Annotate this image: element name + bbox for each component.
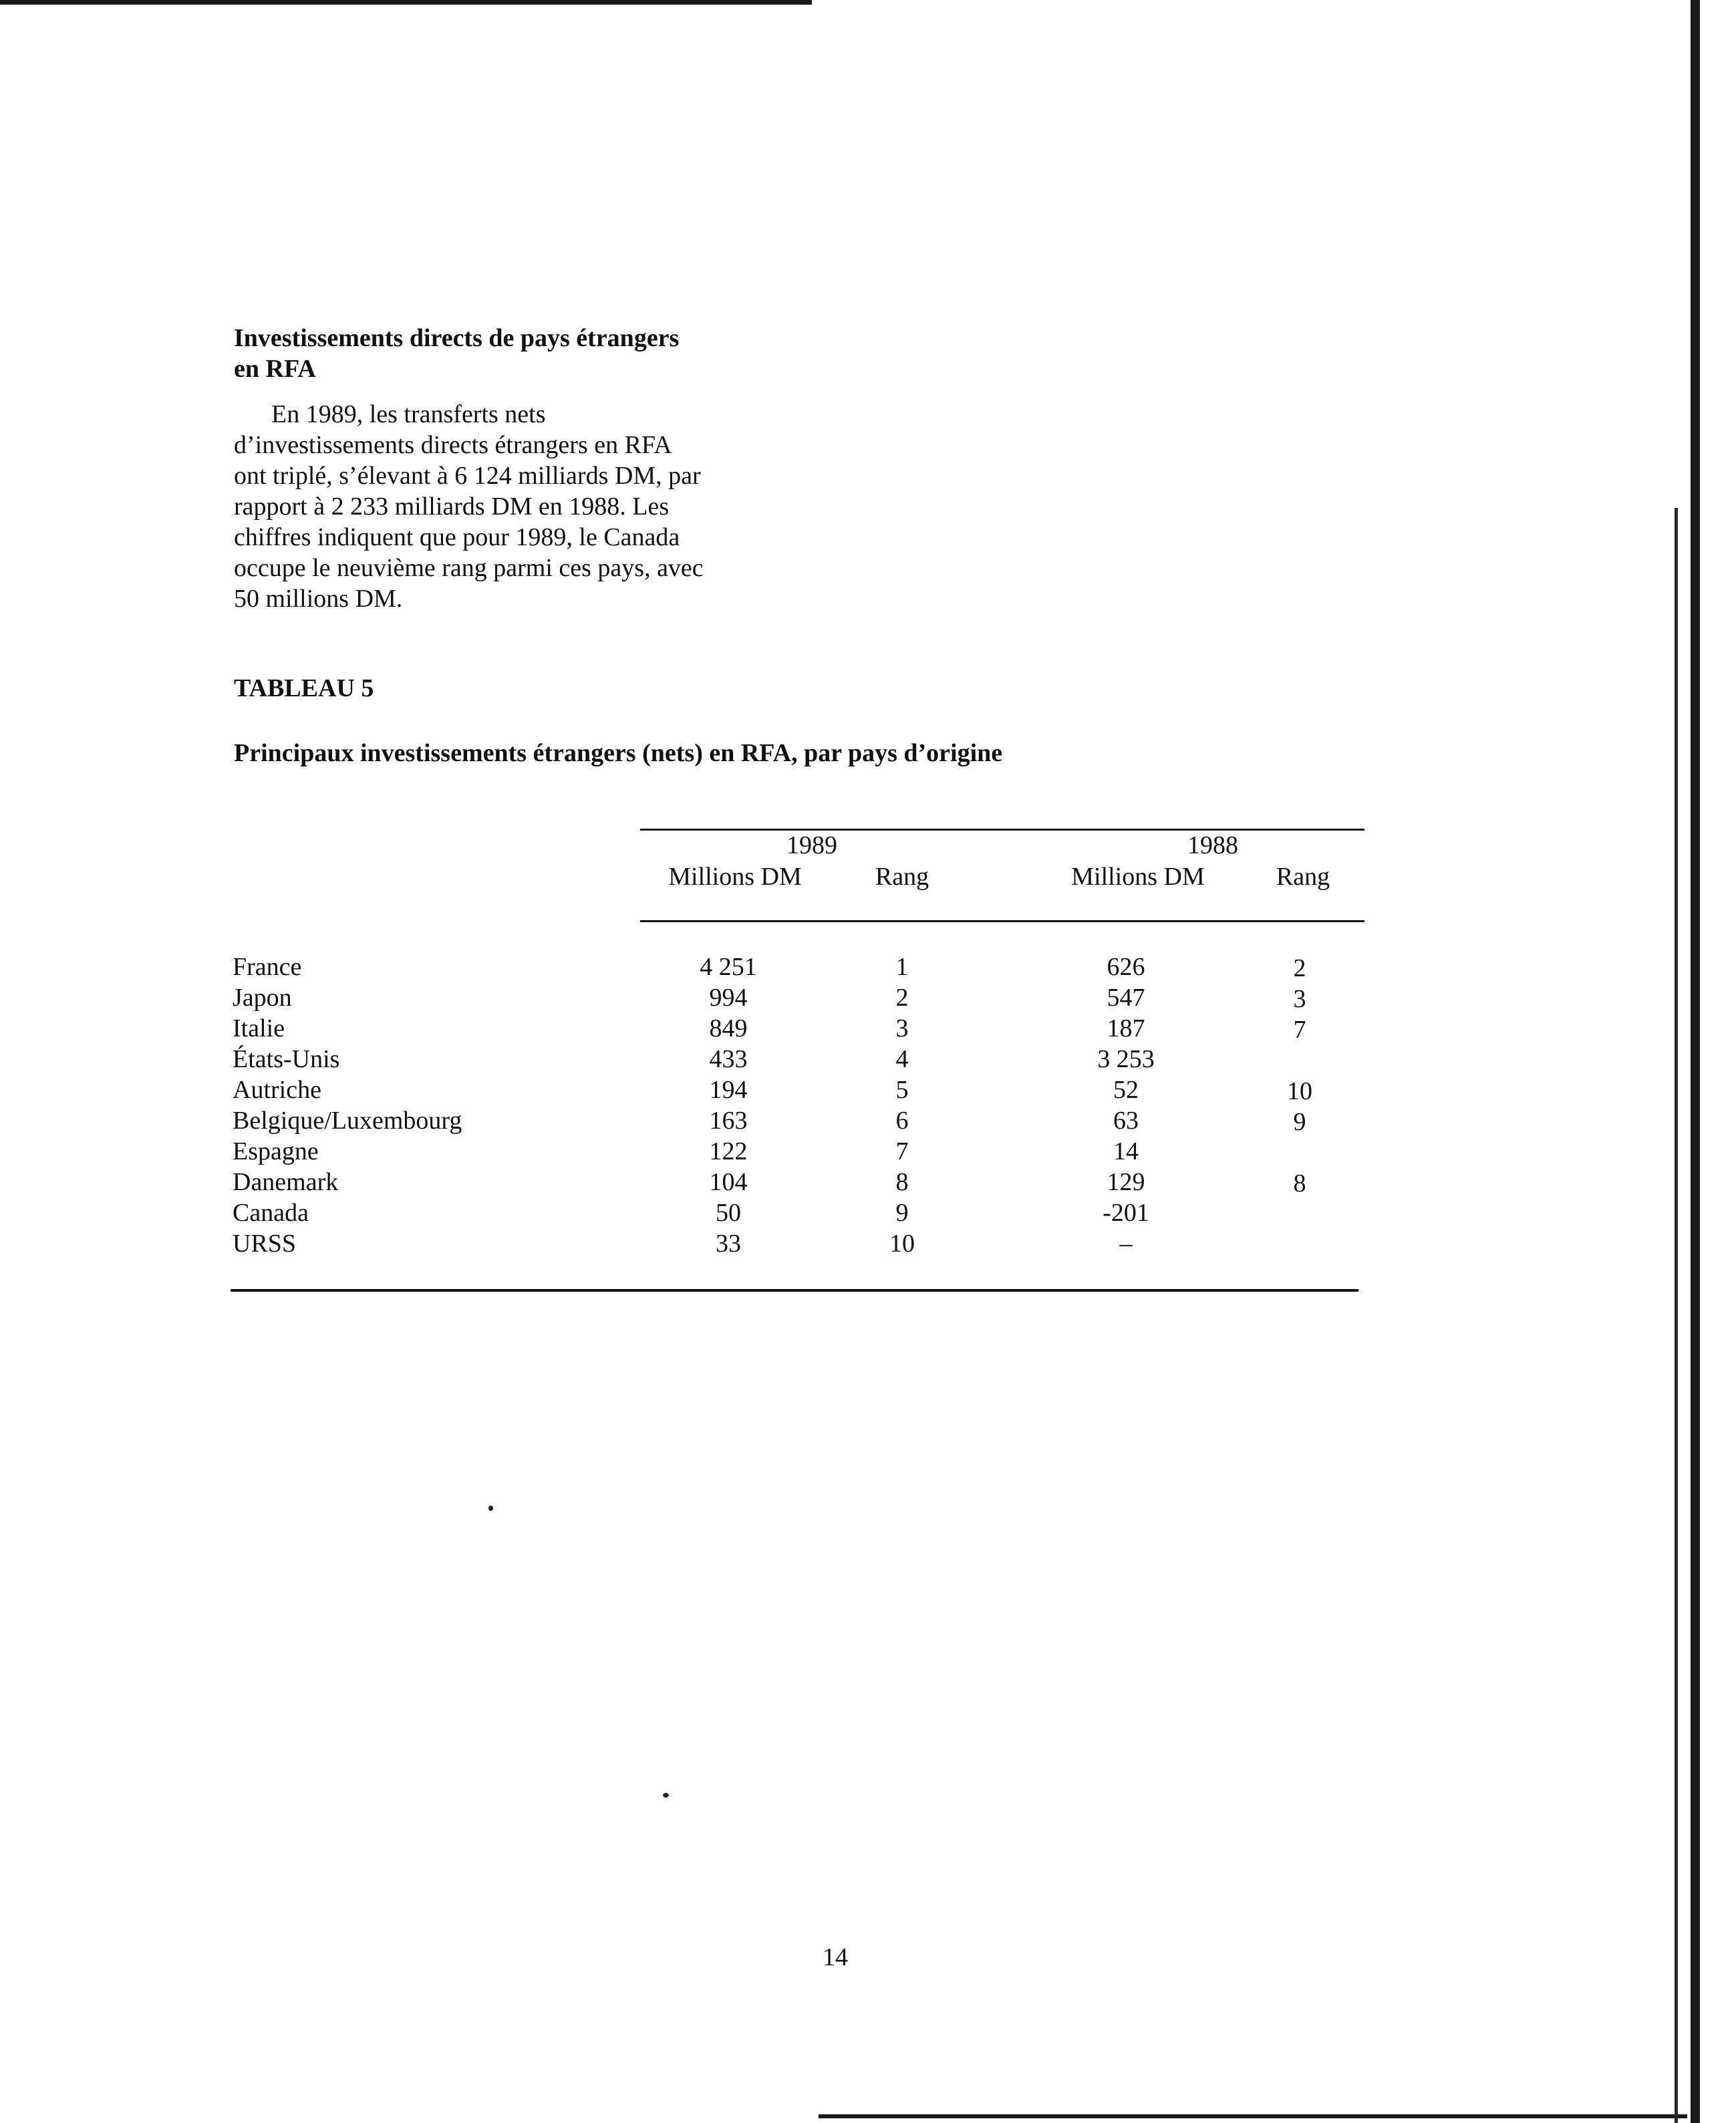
- cell-rang-1988: 2: [1293, 954, 1306, 982]
- scan-edge-bottom: [819, 2114, 1687, 2118]
- cell-rang-1988: 8: [1293, 1169, 1306, 1197]
- cell-rang-1989: 3: [895, 1014, 909, 1042]
- header-year-1989: 1989: [786, 831, 837, 859]
- cell-rang-1989: 5: [895, 1076, 909, 1104]
- cell-country: Canada: [233, 1199, 309, 1227]
- cell-millions-1988: 14: [1113, 1137, 1139, 1165]
- cell-rang-1988: 7: [1293, 1016, 1306, 1044]
- cell-rang-1988: 3: [1293, 985, 1306, 1013]
- cell-rang-1988: 9: [1293, 1108, 1306, 1136]
- scan-speck: [488, 1506, 493, 1511]
- header-millions-1989: Millions DM: [668, 863, 802, 891]
- cell-millions-1989: 104: [709, 1168, 748, 1196]
- paragraph-line: chiffres indiquent que pour 1989, le Canada: [234, 523, 680, 551]
- cell-millions-1989: 50: [716, 1199, 741, 1227]
- cell-country: États-Unis: [233, 1045, 340, 1073]
- cell-rang-1989: 6: [895, 1107, 909, 1135]
- cell-millions-1988: 187: [1107, 1014, 1145, 1042]
- cell-millions-1988: 547: [1107, 984, 1145, 1012]
- scan-edge-right-inner: [1675, 508, 1678, 2123]
- table-label: TABLEAU 5: [234, 674, 374, 702]
- table-header-rule: [640, 920, 1364, 922]
- paragraph-line: ont triplé, s’élevant à 6 124 milliards DM, par: [234, 462, 701, 490]
- scan-edge-top: [0, 0, 812, 5]
- page-number: 14: [823, 1943, 848, 1971]
- scan-edge-right: [1691, 0, 1700, 2123]
- cell-millions-1988: 129: [1107, 1168, 1145, 1196]
- cell-rang-1989: 10: [889, 1230, 915, 1258]
- table-bottom-rule: [231, 1289, 1358, 1292]
- cell-rang-1989: 2: [895, 984, 909, 1012]
- paragraph-line: occupe le neuvième rang parmi ces pays, avec: [234, 554, 704, 582]
- cell-rang-1989: 7: [895, 1137, 909, 1165]
- section-heading-line1: Investissements directs de pays étrangers: [234, 324, 680, 352]
- cell-country: Italie: [233, 1014, 285, 1042]
- cell-rang-1989: 4: [895, 1045, 909, 1073]
- cell-millions-1989: 194: [709, 1076, 748, 1104]
- cell-millions-1988: 52: [1113, 1076, 1139, 1104]
- paragraph-line: En 1989, les transferts nets: [271, 400, 546, 428]
- cell-millions-1988: 63: [1113, 1107, 1139, 1135]
- section-heading: [234, 323, 782, 384]
- cell-millions-1989: 994: [709, 984, 748, 1012]
- header-year-1988: 1988: [1187, 831, 1238, 859]
- cell-country: France: [233, 953, 302, 981]
- section-heading-line2: en RFA: [234, 355, 316, 383]
- paragraph-line: 50 millions DM.: [234, 585, 403, 613]
- header-rang-1988: Rang: [1276, 863, 1330, 891]
- cell-rang-1989: 8: [895, 1168, 909, 1196]
- cell-country: Danemark: [233, 1168, 339, 1196]
- cell-country: Espagne: [233, 1137, 319, 1165]
- cell-country: Belgique/Luxembourg: [233, 1107, 462, 1135]
- cell-millions-1988: –: [1119, 1230, 1133, 1258]
- cell-millions-1989: 122: [709, 1137, 748, 1165]
- body-paragraph: [234, 399, 795, 614]
- cell-millions-1988: 3 253: [1097, 1045, 1155, 1073]
- cell-millions-1989: 849: [709, 1014, 748, 1042]
- header-millions-1988: Millions DM: [1071, 863, 1205, 891]
- cell-country: Autriche: [233, 1076, 321, 1104]
- scan-speck: [663, 1793, 669, 1798]
- cell-millions-1989: 33: [716, 1230, 741, 1258]
- paragraph-line: d’investissements directs étrangers en RFA: [234, 431, 672, 459]
- cell-rang-1989: 1: [895, 953, 909, 981]
- header-rang-1989: Rang: [875, 863, 929, 891]
- cell-country: URSS: [233, 1230, 297, 1258]
- cell-millions-1988: 626: [1107, 953, 1145, 981]
- cell-millions-1989: 433: [709, 1045, 748, 1073]
- cell-millions-1988: -201: [1103, 1199, 1149, 1227]
- cell-country: Japon: [233, 984, 292, 1012]
- cell-millions-1989: 4 251: [700, 953, 757, 981]
- table-title: Principaux investissements étrangers (nets) en RFA, par pays d’origine: [234, 739, 1003, 767]
- paragraph-line: rapport à 2 233 milliards DM en 1988. Les: [234, 492, 670, 521]
- cell-rang-1989: 9: [895, 1199, 909, 1227]
- cell-rang-1988: 10: [1287, 1077, 1312, 1105]
- cell-millions-1989: 163: [709, 1107, 748, 1135]
